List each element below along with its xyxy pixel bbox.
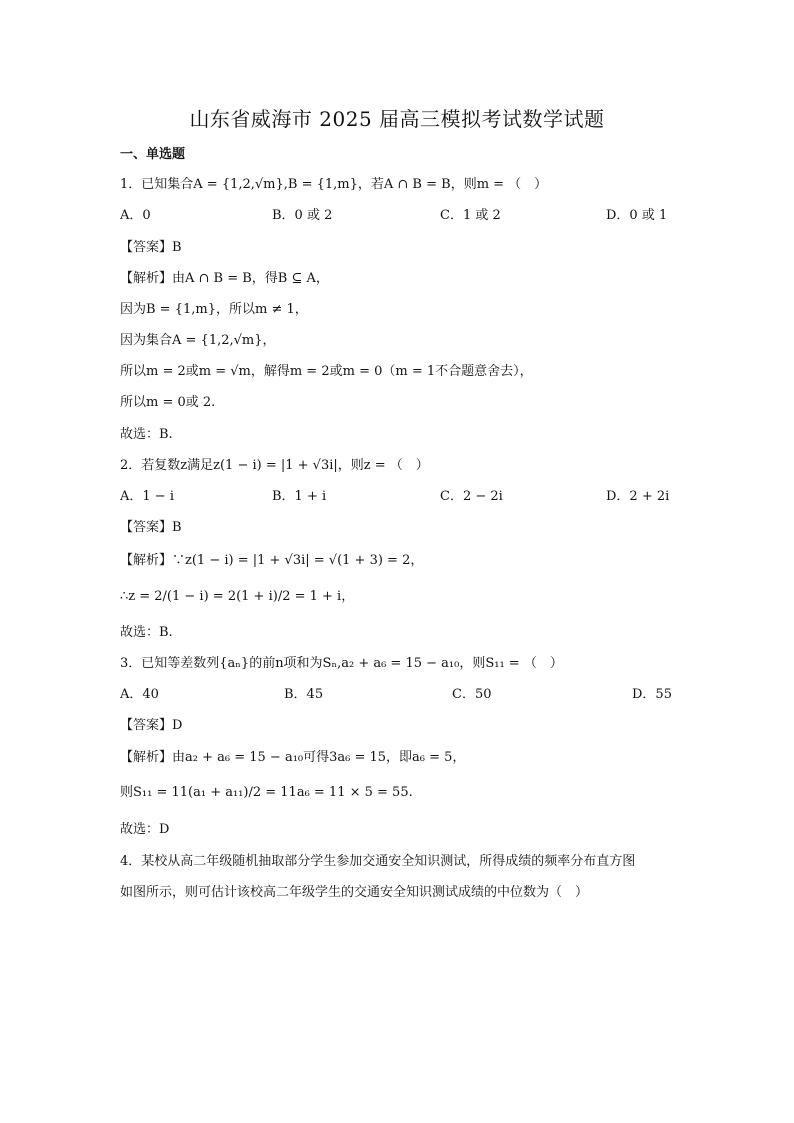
question-3-stem: 3．已知等差数列{aₙ}的前n项和为Sₙ,a₂ + a₆ = 15 − a₁₀，则S₁₁ = （ ）	[120, 656, 563, 671]
option-d: D．55	[632, 687, 672, 702]
option-b: B．45	[284, 687, 324, 702]
question-4-stem-line: 如图所示，则可估计该校高二年级学生的交通安全知识测试成绩的中位数为（ ）	[120, 885, 589, 900]
question-1-answer: 【答案】B	[120, 240, 182, 255]
analysis-line: ∴z = 2/(1 − i) = 2(1 + i)/2 = 1 + i，	[120, 589, 355, 604]
question-2-options	[120, 487, 680, 507]
option-d: D．2 + 2i	[606, 489, 670, 504]
question-4-stem-line: 4．某校从高二年级随机抽取部分学生参加交通安全知识测试，所得成绩的频率分布直方图	[120, 854, 636, 869]
question-3-options	[120, 685, 680, 705]
analysis-line: 故选：D	[120, 822, 170, 837]
section-heading: 一、单选题	[120, 147, 186, 162]
analysis-line: 因为B = {1,m}，所以m ≠ 1，	[120, 302, 308, 317]
option-b: B．0 或 2	[272, 208, 333, 223]
option-a: A．1 − i	[120, 489, 174, 504]
analysis-line: 【解析】∵z(1 − i) = |1 + √3i| = √(1 + 3) = 2，	[120, 553, 424, 568]
analysis-line: 因为集合A = {1,2,√m}，	[120, 333, 276, 348]
question-1-options	[120, 206, 680, 226]
option-b: B．1 + i	[272, 489, 327, 504]
analysis-line: 则S₁₁ = 11(a₁ + a₁₁)/2 = 11a₆ = 11 × 5 = 55.	[120, 785, 413, 800]
question-1-stem: 1．已知集合A = {1,2,√m},B = {1,m}，若A ∩ B = B，则m = （ ）	[120, 177, 548, 192]
option-c: C．2 − 2i	[440, 489, 503, 504]
analysis-line: 故选：B.	[120, 427, 173, 442]
option-c: C．1 或 2	[440, 208, 501, 223]
analysis-line: 所以m = 2或m = √m，解得m = 2或m = 0（m = 1不合题意舍去），	[120, 364, 533, 379]
option-d: D．0 或 1	[606, 208, 668, 223]
question-2-stem: 2．若复数z满足z(1 − i) = |1 + √3i|，则z = （ ）	[120, 458, 429, 473]
analysis-line: 故选：B.	[120, 625, 173, 640]
analysis-line: 所以m = 0或 2.	[120, 395, 216, 410]
option-a: A．0	[120, 208, 151, 223]
analysis-line: 【解析】由A ∩ B = B，得B ⊆ A，	[120, 271, 329, 286]
question-3-answer: 【答案】D	[120, 718, 183, 733]
question-2-answer: 【答案】B	[120, 520, 182, 535]
analysis-line: 【解析】由a₂ + a₆ = 15 − a₁₀可得3a₆ = 15，即a₆ = 5，	[120, 750, 466, 765]
page-title: 山东省威海市 2025 届高三模拟考试数学试题	[189, 107, 605, 131]
option-a: A．40	[120, 687, 159, 702]
option-c: C．50	[452, 687, 492, 702]
